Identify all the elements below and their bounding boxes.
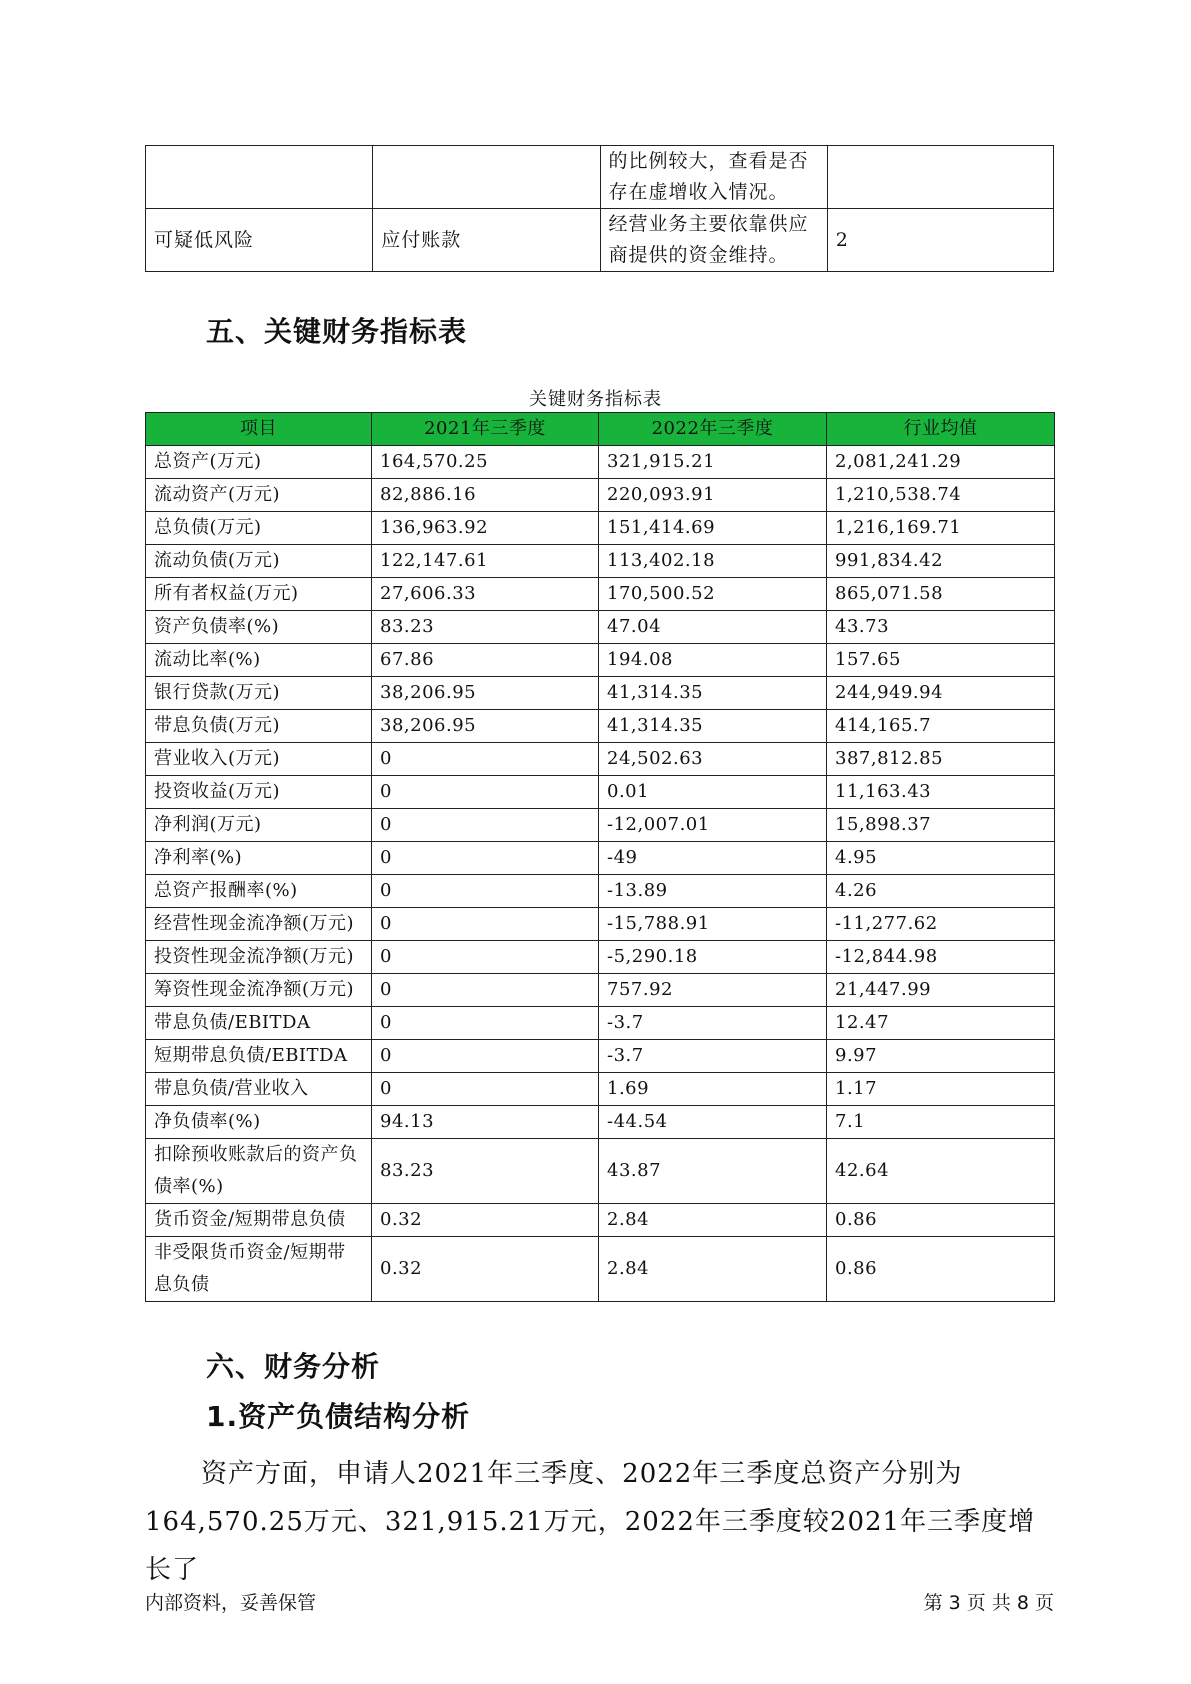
indicator-name-cell: 带息负债/EBITDA	[146, 1007, 372, 1040]
risk-description-cell: 经营业务主要依靠供应商提供的资金维持。	[600, 209, 827, 272]
subsection-title: 1.资产负债结构分析	[206, 1400, 471, 1433]
indicator-value-cell: 1,216,169.71	[827, 512, 1055, 545]
indicator-value-cell: 0	[372, 776, 599, 809]
indicator-name-cell: 营业收入(万元)	[146, 743, 372, 776]
table-row	[146, 908, 1055, 941]
indicator-value-cell: 0	[372, 974, 599, 1007]
indicator-value-cell: 151,414.69	[599, 512, 827, 545]
indicator-value-cell: 0.01	[599, 776, 827, 809]
indicator-value-cell: 0	[372, 1040, 599, 1073]
indicator-value-cell: 0	[372, 875, 599, 908]
risk-table-continuation	[145, 145, 1054, 272]
indicator-name-cell: 流动比率(%)	[146, 644, 372, 677]
indicator-value-cell: 0	[372, 941, 599, 974]
indicator-value-cell: 757.92	[599, 974, 827, 1007]
indicator-value-cell: 0	[372, 809, 599, 842]
indicator-name-cell: 经营性现金流净额(万元)	[146, 908, 372, 941]
indicator-value-cell: 41,314.35	[599, 677, 827, 710]
indicator-name-cell: 投资性现金流净额(万元)	[146, 941, 372, 974]
indicator-value-cell: 43.73	[827, 611, 1055, 644]
indicator-value-cell: 2.84	[599, 1237, 827, 1302]
indicator-value-cell: -11,277.62	[827, 908, 1055, 941]
indicator-value-cell: -12,007.01	[599, 809, 827, 842]
indicator-value-cell: 865,071.58	[827, 578, 1055, 611]
indicator-value-cell: 47.04	[599, 611, 827, 644]
indicator-value-cell: 4.26	[827, 875, 1055, 908]
indicator-name-cell: 带息负债/营业收入	[146, 1073, 372, 1106]
table-caption: 关键财务指标表	[529, 389, 662, 410]
indicator-value-cell: 4.95	[827, 842, 1055, 875]
table-row	[146, 209, 1054, 272]
table-row	[146, 479, 1055, 512]
indicator-value-cell: 83.23	[372, 1139, 599, 1204]
indicator-value-cell: 83.23	[372, 611, 599, 644]
table-row	[146, 677, 1055, 710]
risk-description-cell: 的比例较大，查看是否存在虚增收入情况。	[600, 146, 827, 209]
indicator-value-cell: 94.13	[372, 1106, 599, 1139]
indicator-name-cell: 货币资金/短期带息负债	[146, 1204, 372, 1237]
footer-confidential: 内部资料，妥善保管	[145, 1592, 317, 1614]
indicator-value-cell: 11,163.43	[827, 776, 1055, 809]
indicator-name-cell: 筹资性现金流净额(万元)	[146, 974, 372, 1007]
indicator-value-cell: 7.1	[827, 1106, 1055, 1139]
analysis-paragraph: 资产方面，申请人2021年三季度、2022年三季度总资产分别为164,570.25万元、321,915.21万元，2022年三季度较2021年三季度增长了	[145, 1459, 1036, 1585]
indicator-name-cell: 投资收益(万元)	[146, 776, 372, 809]
indicator-value-cell: 113,402.18	[599, 545, 827, 578]
indicator-value-cell: 1,210,538.74	[827, 479, 1055, 512]
indicator-value-cell: -44.54	[599, 1106, 827, 1139]
column-header: 2022年三季度	[599, 413, 827, 446]
table-row	[146, 875, 1055, 908]
indicator-name-cell: 所有者权益(万元)	[146, 578, 372, 611]
indicator-value-cell: 42.64	[827, 1139, 1055, 1204]
indicator-value-cell: -15,788.91	[599, 908, 827, 941]
indicator-value-cell: 0	[372, 743, 599, 776]
indicator-value-cell: 41,314.35	[599, 710, 827, 743]
risk-level-cell	[146, 146, 373, 209]
risk-score-cell	[827, 146, 1053, 209]
indicator-value-cell: 2.84	[599, 1204, 827, 1237]
table-row	[146, 446, 1055, 479]
indicator-value-cell: 2,081,241.29	[827, 446, 1055, 479]
indicator-name-cell: 流动负债(万元)	[146, 545, 372, 578]
indicator-value-cell: 38,206.95	[372, 710, 599, 743]
section-6-title: 六、财务分析	[206, 1350, 381, 1383]
table-row	[146, 1007, 1055, 1040]
indicator-value-cell: 15,898.37	[827, 809, 1055, 842]
table-row	[146, 842, 1055, 875]
table-row	[146, 743, 1055, 776]
table-row	[146, 611, 1055, 644]
indicator-value-cell: 164,570.25	[372, 446, 599, 479]
indicator-value-cell: 244,949.94	[827, 677, 1055, 710]
indicator-value-cell: 414,165.7	[827, 710, 1055, 743]
column-header: 项目	[146, 413, 372, 446]
indicator-value-cell: 0	[372, 842, 599, 875]
column-header: 行业均值	[827, 413, 1055, 446]
indicator-value-cell: 27,606.33	[372, 578, 599, 611]
table-row	[146, 644, 1055, 677]
indicator-value-cell: 21,447.99	[827, 974, 1055, 1007]
indicator-name-cell: 扣除预收账款后的资产负债率(%)	[146, 1139, 372, 1204]
table-row	[146, 1040, 1055, 1073]
table-row	[146, 1139, 1055, 1204]
table-row	[146, 545, 1055, 578]
risk-item-cell	[373, 146, 600, 209]
footer-page-number: 第 3 页 共 8 页	[923, 1592, 1054, 1614]
indicator-name-cell: 总资产(万元)	[146, 446, 372, 479]
indicator-name-cell: 资产负债率(%)	[146, 611, 372, 644]
indicator-name-cell: 银行贷款(万元)	[146, 677, 372, 710]
indicator-value-cell: -3.7	[599, 1007, 827, 1040]
indicator-value-cell: 194.08	[599, 644, 827, 677]
table-row	[146, 809, 1055, 842]
section-5-title: 五、关键财务指标表	[206, 315, 468, 348]
indicator-value-cell: 24,502.63	[599, 743, 827, 776]
indicator-value-cell: 170,500.52	[599, 578, 827, 611]
indicator-value-cell: 991,834.42	[827, 545, 1055, 578]
indicator-name-cell: 带息负债(万元)	[146, 710, 372, 743]
risk-score-cell: 2	[827, 209, 1053, 272]
indicator-value-cell: -3.7	[599, 1040, 827, 1073]
table-row	[146, 710, 1055, 743]
table-row	[146, 1106, 1055, 1139]
indicator-value-cell: 157.65	[827, 644, 1055, 677]
indicator-value-cell: 12.47	[827, 1007, 1055, 1040]
indicator-value-cell: 136,963.92	[372, 512, 599, 545]
table-row	[146, 578, 1055, 611]
table-row	[146, 776, 1055, 809]
indicator-value-cell: 321,915.21	[599, 446, 827, 479]
indicator-value-cell: 0.32	[372, 1204, 599, 1237]
indicator-value-cell: 0	[372, 1007, 599, 1040]
table-header-row	[146, 413, 1055, 446]
indicator-value-cell: -5,290.18	[599, 941, 827, 974]
table-row	[146, 1237, 1055, 1302]
indicator-name-cell: 短期带息负债/EBITDA	[146, 1040, 372, 1073]
indicator-value-cell: 0.86	[827, 1237, 1055, 1302]
indicator-value-cell: -49	[599, 842, 827, 875]
indicator-name-cell: 总资产报酬率(%)	[146, 875, 372, 908]
indicator-value-cell: 1.69	[599, 1073, 827, 1106]
table-row	[146, 512, 1055, 545]
table-row	[146, 1073, 1055, 1106]
indicator-value-cell: -13.89	[599, 875, 827, 908]
indicator-value-cell: -12,844.98	[827, 941, 1055, 974]
indicator-value-cell: 0	[372, 1073, 599, 1106]
indicator-value-cell: 9.97	[827, 1040, 1055, 1073]
indicator-value-cell: 38,206.95	[372, 677, 599, 710]
indicator-name-cell: 总负债(万元)	[146, 512, 372, 545]
risk-item-cell: 应付账款	[373, 209, 600, 272]
table-row	[146, 974, 1055, 1007]
column-header: 2021年三季度	[372, 413, 599, 446]
indicator-name-cell: 非受限货币资金/短期带息负债	[146, 1237, 372, 1302]
indicator-name-cell: 流动资产(万元)	[146, 479, 372, 512]
indicator-value-cell: 220,093.91	[599, 479, 827, 512]
indicator-value-cell: 0.86	[827, 1204, 1055, 1237]
indicator-value-cell: 122,147.61	[372, 545, 599, 578]
indicator-value-cell: 1.17	[827, 1073, 1055, 1106]
table-row	[146, 941, 1055, 974]
indicator-name-cell: 净负债率(%)	[146, 1106, 372, 1139]
indicator-value-cell: 387,812.85	[827, 743, 1055, 776]
indicator-value-cell: 0	[372, 908, 599, 941]
indicator-name-cell: 净利率(%)	[146, 842, 372, 875]
table-row	[146, 1204, 1055, 1237]
table-row	[146, 146, 1054, 209]
indicator-value-cell: 82,886.16	[372, 479, 599, 512]
indicator-value-cell: 0.32	[372, 1237, 599, 1302]
indicator-value-cell: 43.87	[599, 1139, 827, 1204]
indicator-value-cell: 67.86	[372, 644, 599, 677]
risk-level-cell: 可疑低风险	[146, 209, 373, 272]
indicator-name-cell: 净利润(万元)	[146, 809, 372, 842]
key-financial-indicators-table	[145, 412, 1055, 1302]
